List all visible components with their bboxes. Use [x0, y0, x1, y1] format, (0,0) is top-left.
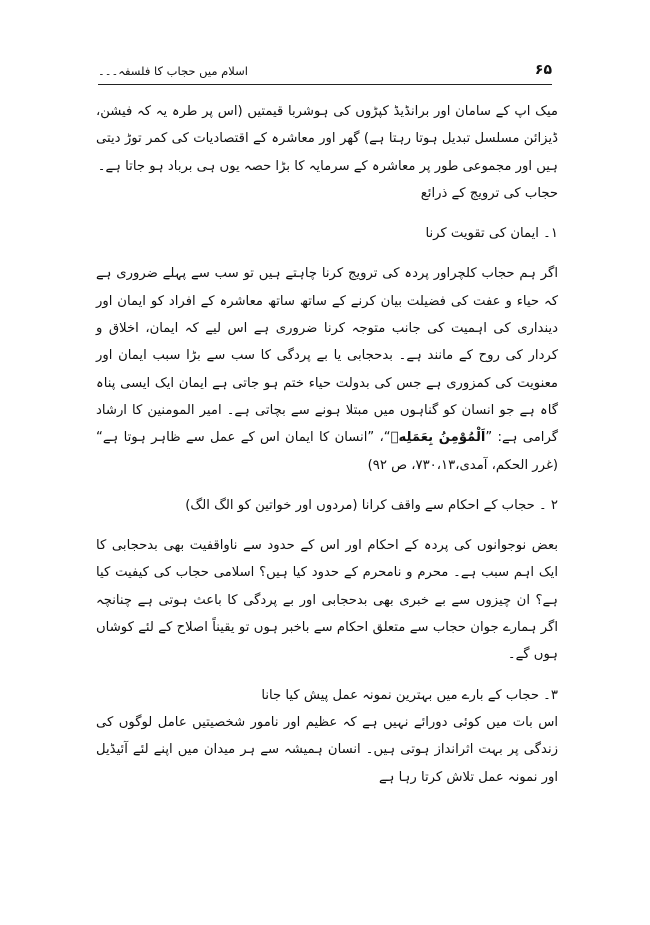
paragraph-rulings: بعض نوجوانوں کی پردہ کے احکام اور اس کے حدود سے ناواقفیت بھی بدحجابی کا ایک اہم سبب ہے۔ محرم و نامحرم کے حدود کیا ہیں؟ اسلامی حجاب کی کیفیت کیا ہے؟ ان چیزوں سے بے خبری بھی بدحجابی اور بے پردگی کا باعث ہوتی ہے چنانچہ اگر ہمارے جوان حجاب سے متعلق احکام سے باخبر ہوں تو یقیناً اصلاح کے لئے کوشاں ہوں گے۔: [96, 538, 558, 663]
paragraph-faith: [96, 260, 558, 478]
subheading-strengthen-faith: ۱۔ ایمان کی تقویت کرنا: [425, 226, 558, 242]
paragraph-faith-text: اگر ہم حجاب کلچراور پردہ کی ترویج کرنا چاہتے ہیں تو سب سے پہلے ضروری ہے کہ حیاء و عفت کی فضیلت بیان کرنے کے ساتھ ساتھ معاشرہ کے افراد کو ایمان اور دینداری کی اہمیت کی جانب متوجہ کرنا ضروری ہے اس لیے کہ ایمان، اخلاق و کردار کی روح کے مانند ہے۔ بدحجابی یا بے پردگی کا سب سے بڑا سبب ایمان اور معنویت کی کمزوری ہے جس کی بدولت حیاء ختم ہو جاتی ہے ایمان ایک ایسی پناہ گاہ ہے جو انسان کو گناہوں میں مبتلا ہونے سے بچاتی ہے۔ امیر المومنین کا ارشاد گرامی ہے: ”: [96, 266, 558, 446]
subheading-role-model: ۳۔ حجاب کے بارے میں بہترین نمونہ عمل پیش کیا جانا: [261, 687, 558, 703]
header-title: اسلام میں حجاب کا فلسفہ۔۔۔: [98, 64, 248, 78]
paragraph-role-model: اس بات میں کوئی دورائے نہیں ہے کہ عظیم اور نامور شخصیتیں عامل لوگوں کی زندگی پر بہت اثرانداز ہوتی ہیں۔ انسان ہمیشہ سے ہر میدان میں اپنے لئے آئیڈیل اور نمونہ عمل تلاش کرتا رہا ہے: [96, 714, 558, 785]
running-header: [98, 58, 552, 85]
paragraph-faith-citation: “، ”انسان کا ایمان اس کے عمل سے ظاہر ہوتا ہے“ (غرر الحکم، آمدی،۷۳۰،۱۳، ص ۹۲): [96, 430, 558, 473]
paragraph-makeup-costs: میک اپ کے سامان اور برانڈیڈ کپڑوں کی ہوشربا قیمتیں (اس پر طرہ یہ کہ فیشن، ڈیزائن مسلسل تبدیل ہوتا رہتا ہے) گھر اور معاشرہ کے اقتصادیات کی کمر توڑ دیتی ہیں اور مجموعی طور پر معاشرہ کے سرمایہ کا بڑا حصہ یوں ہی برباد ہو جاتا ہے۔: [96, 104, 558, 174]
page-number: ۶۵: [534, 62, 552, 78]
section-heading-promotion-means: حجاب کی ترویج کے ذرائع: [420, 185, 558, 201]
document-body: [96, 98, 558, 791]
arabic-quote: اَلْمُوْمِنُ بِعَمَلِهٖ: [390, 430, 486, 446]
subheading-hijab-rulings: ۲ ۔ حجاب کے احکام سے واقف کرانا (مردوں اور خواتین کو الگ الگ): [185, 497, 558, 513]
